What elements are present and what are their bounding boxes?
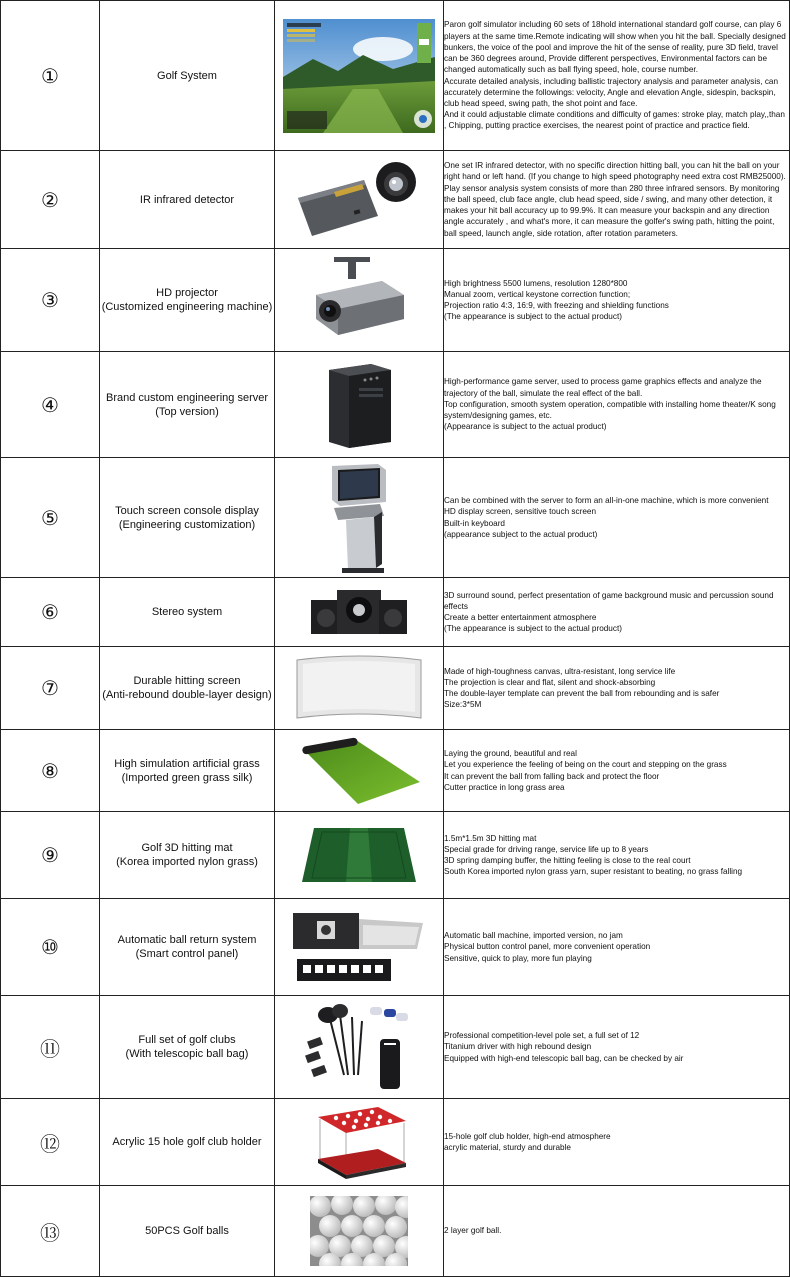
item-image-cell — [275, 647, 444, 730]
table-row — [1, 996, 790, 1099]
table-row — [1, 812, 790, 899]
item-image-cell — [275, 899, 444, 996]
golf-balls-icon — [310, 1196, 408, 1266]
item-image-cell — [275, 249, 444, 352]
item-description: 1.5m*1.5m 3D hitting mat Special grade for driving range, service life up to 8 years 3D spring damping buffer, the hitting feeling is close to the real court South Korea imported nylon grass yarn, super resistant to beating, no grass falling — [444, 812, 790, 899]
item-title: Golf 3D hitting mat — [141, 842, 233, 854]
row-number: ⑤ — [1, 458, 100, 578]
row-number: ⑬ — [1, 1186, 100, 1277]
item-title: Durable hitting screen — [133, 675, 241, 687]
item-description: 15-hole golf club holder, high-end atmosphere acrylic material, sturdy and durable — [444, 1099, 790, 1186]
item-image-cell — [275, 352, 444, 458]
item-description: Automatic ball machine, imported version, no jam Physical button control panel, more convenient operation Sensitive, quick to play, more fun playing — [444, 899, 790, 996]
grass-roll-icon — [294, 736, 424, 806]
item-title: 50PCS Golf balls — [145, 1225, 229, 1237]
item-image-cell — [275, 578, 444, 647]
hitting-mat-icon — [300, 826, 418, 884]
item-subtitle: (Smart control panel) — [135, 948, 239, 960]
item-title: Brand custom engineering server — [105, 391, 269, 404]
item-description: High brightness 5500 lumens, resolution 1280*800 Manual zoom, vertical keystone correction function; Projection ratio 4:3, 16:9, with freezing and shielding functions (The appearance is subject to the actual product) — [444, 249, 790, 352]
item-description: Laying the ground, beautiful and real Let you experience the feeling of being on the court and stepping on the grass It can prevent the ball from falling back and protect the floor Cutter practice in long grass area — [444, 730, 790, 812]
table-row — [1, 730, 790, 812]
item-subtitle: (Customized engineering machine) — [101, 301, 273, 313]
item-subtitle: (Top version) — [155, 405, 219, 418]
item-name — [100, 458, 275, 578]
item-description: 3D surround sound, perfect presentation of game background music and percussion sound effects Create a better entertainment atmosphere (The appearance is subject to the actual product) — [444, 578, 790, 647]
item-image-cell — [275, 996, 444, 1099]
row-number: ⑥ — [1, 578, 100, 647]
item-title: IR infrared detector — [139, 193, 235, 206]
item-description: High-performance game server, used to process game graphics effects and analyze the trajectory of the ball, simulate the real effect of the ball. Top configuration, smooth system operation, compatible with installing home theater/K song system/designing games, etc. (Appearance is subject to the actual product) — [444, 352, 790, 458]
item-title: Touch screen console display — [115, 504, 259, 517]
club-holder-icon — [306, 1103, 412, 1181]
table-row — [1, 1099, 790, 1186]
item-name — [100, 812, 275, 899]
golf-clubs-icon — [300, 999, 418, 1095]
row-number: ① — [1, 1, 100, 151]
item-title: Golf System — [157, 69, 217, 82]
item-name — [100, 249, 275, 352]
table-row — [1, 1186, 790, 1277]
table-row — [1, 458, 790, 578]
row-number: ⑨ — [1, 812, 100, 899]
item-name — [100, 578, 275, 647]
row-number: ⑫ — [1, 1099, 100, 1186]
golf-game-screenshot-icon — [283, 19, 435, 133]
item-subtitle: (Korea imported nylon grass) — [116, 856, 258, 868]
item-name — [100, 151, 275, 249]
item-name — [100, 647, 275, 730]
item-name — [100, 1186, 275, 1277]
table-row — [1, 1, 790, 151]
hitting-screen-icon — [293, 654, 425, 722]
item-title: Full set of golf clubs — [138, 1034, 236, 1046]
item-description: 2 layer golf ball. — [444, 1186, 790, 1277]
item-subtitle: (Imported green grass silk) — [121, 771, 253, 784]
ir-detector-icon — [294, 158, 424, 242]
item-subtitle: (Engineering customization) — [118, 518, 256, 531]
item-description: Made of high-toughness canvas, ultra-resistant, long service life The projection is clear and flat, silent and shock-absorbing The double-layer template can prevent the ball from rebounding and is safer Size:3*5M — [444, 647, 790, 730]
table-row — [1, 899, 790, 996]
table-row — [1, 647, 790, 730]
item-image-cell — [275, 730, 444, 812]
item-name — [100, 730, 275, 812]
row-number: ④ — [1, 352, 100, 458]
item-image-cell — [275, 458, 444, 578]
row-number: ⑦ — [1, 647, 100, 730]
item-title: Stereo system — [151, 606, 223, 618]
touch-kiosk-icon — [324, 462, 394, 574]
item-description: One set IR infrared detector, with no specific direction hitting ball, you can hit the ball on your right hand or left hand. (If you change to high speed photography need extra cost RMB25000). Play sensor analysis system consists of more than 280 three infrared sensors. By monitoring the ball speed, club face angle, club head speed, side / swing, and many other detection, it makes your hit ball accuracy up to 99.9%. It can measure your backspin and any direction angle accurately , and what's more, it can measure the golfer's swing path, hitting the point, ball speed, launch angle, side rotation, after rotation parameters. — [444, 151, 790, 249]
projector-icon — [304, 255, 414, 345]
table-row — [1, 151, 790, 249]
item-name — [100, 1, 275, 151]
item-description: Can be combined with the server to form an all-in-one machine, which is more convenient HD display screen, sensitive touch screen Built-in keyboard (appearance subject to the actual product) — [444, 458, 790, 578]
speakers-icon — [309, 588, 409, 636]
item-name — [100, 899, 275, 996]
row-number: ③ — [1, 249, 100, 352]
item-name — [100, 996, 275, 1099]
item-title: HD projector — [156, 287, 218, 299]
item-image-cell — [275, 812, 444, 899]
row-number: ⑪ — [1, 996, 100, 1099]
item-image-cell — [275, 1099, 444, 1186]
item-image-cell — [275, 1186, 444, 1277]
server-tower-icon — [319, 360, 399, 450]
item-subtitle: (With telescopic ball bag) — [125, 1048, 249, 1060]
item-title: Automatic ball return system — [117, 934, 257, 946]
item-description: Professional competition-level pole set, a full set of 12 Titanium driver with high rebound design Equipped with high-end telescopic ball bag, can be checked by air — [444, 996, 790, 1099]
table-row — [1, 578, 790, 647]
ball-return-icon — [289, 909, 429, 985]
row-number: ⑧ — [1, 730, 100, 812]
item-image-cell — [275, 151, 444, 249]
item-title: Acrylic 15 hole golf club holder — [112, 1136, 262, 1148]
table-row — [1, 352, 790, 458]
item-description: Paron golf simulator including 60 sets of 18hold international standard golf course, can play 6 players at the same time.Remote indicating will show when you hit the ball. Specially designed bunkers, the voice of the pool and improve the hit of the sense of reality, pure 3D field, travel can be 360 degrees around, Provide different perspectives, Environmental factors can be changed automatically such as ball flying speed, hole, course number. Accurate detailed analysis, including ballistic trajectory analysis and parameter analysis, can accurately determine the followings: velocity, Angle and elevation Angle, sidespin, backspin, club head speed, swing path, the shot point and face. And it could adjustable climate conditions and difficulty of games: stroke play, match play,,than , Chipping, putting practice exercises, the nearest point of practice and practice field. — [444, 1, 790, 151]
item-name — [100, 1099, 275, 1186]
item-title: High simulation artificial grass — [114, 757, 260, 770]
row-number: ⑩ — [1, 899, 100, 996]
item-image-cell — [275, 1, 444, 151]
table-row — [1, 249, 790, 352]
item-name — [100, 352, 275, 458]
row-number: ② — [1, 151, 100, 249]
item-subtitle: (Anti-rebound double-layer design) — [102, 689, 272, 701]
